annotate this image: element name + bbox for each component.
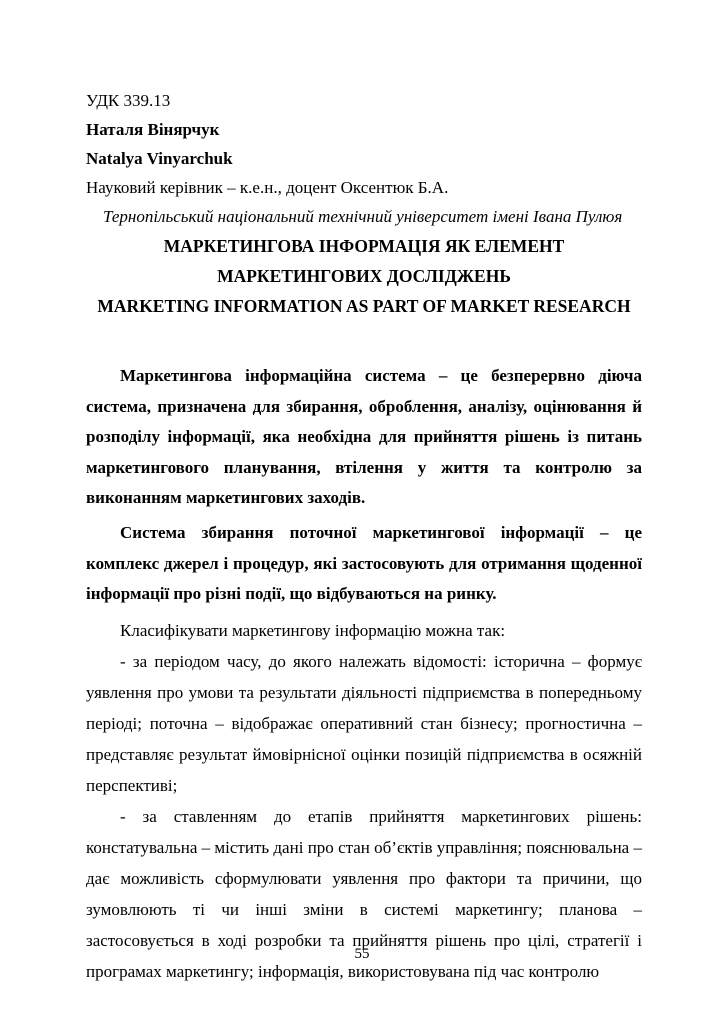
paragraph-classification-intro: Класифікувати маркетингову інформацію можна так: <box>120 620 506 640</box>
title-line-1: МАРКЕТИНГОВА ІНФОРМАЦІЯ ЯК ЕЛЕМЕНТ <box>163 236 565 256</box>
paragraph-current-info-system: Система збирання поточної маркетингової інформації – це комплекс джерел і процедур, які застосовують для отримання щоденної інформації про різні події, що відбуваються на ринку. <box>86 522 642 604</box>
paragraph-by-time-period: - за періодом часу, до якого належать відомості: історична – формує уявлення про умови та результати діяльності підприємства в попередньому періоді; поточна – відображає оперативний стан бізнесу; прогностична – представляє результат ймовірнісної оцінки позицій підприємства в осяжній перспективі; <box>86 651 642 795</box>
title-line-3: MARKETING INFORMATION AS PART OF MARKET RESEARCH <box>97 296 631 316</box>
title-line-2: МАРКЕТИНГОВИХ ДОСЛІДЖЕНЬ <box>217 266 511 286</box>
supervisor-line: Науковий керівник – к.е.н., доцент Оксентюк Б.А. <box>86 178 449 197</box>
paragraph-mis-definition: Маркетингова інформаційна система – це безперервно діюча система, призначена для збирання, оброблення, аналізу, оцінювання й розподілу інформації, яка необхідна для прийняття рішень із питань маркетингового планування, втілення у життя та контролю за виконанням маркетингових заходів. <box>86 366 642 508</box>
paper-title <box>86 231 642 321</box>
author-name-en: Natalya Vinyarchuk <box>86 149 233 168</box>
page-number: 55 <box>354 946 370 962</box>
paragraph-by-decision-stage: - за ставленням до етапів прийняття маркетингових рішень: констатувальна – містить дані про стан об’єктів управління; пояснювальна – дає можливість сформулювати уявлення про фактори та причини, що зумовлюють ті чи інші зміни в системі маркетингу; планова – застосовується в ході розробки та прийняття рішень про цілі, стратегії і програмах маркетингу; інформація, використовувана під час контролю <box>86 806 642 981</box>
affiliation-line: Тернопільський національний технічний університет імені Івана Пулюя <box>103 207 623 226</box>
paper-page <box>86 86 642 987</box>
udk-code: УДК 339.13 <box>86 91 171 110</box>
author-name-ua: Наталя Вінярчук <box>86 120 220 139</box>
